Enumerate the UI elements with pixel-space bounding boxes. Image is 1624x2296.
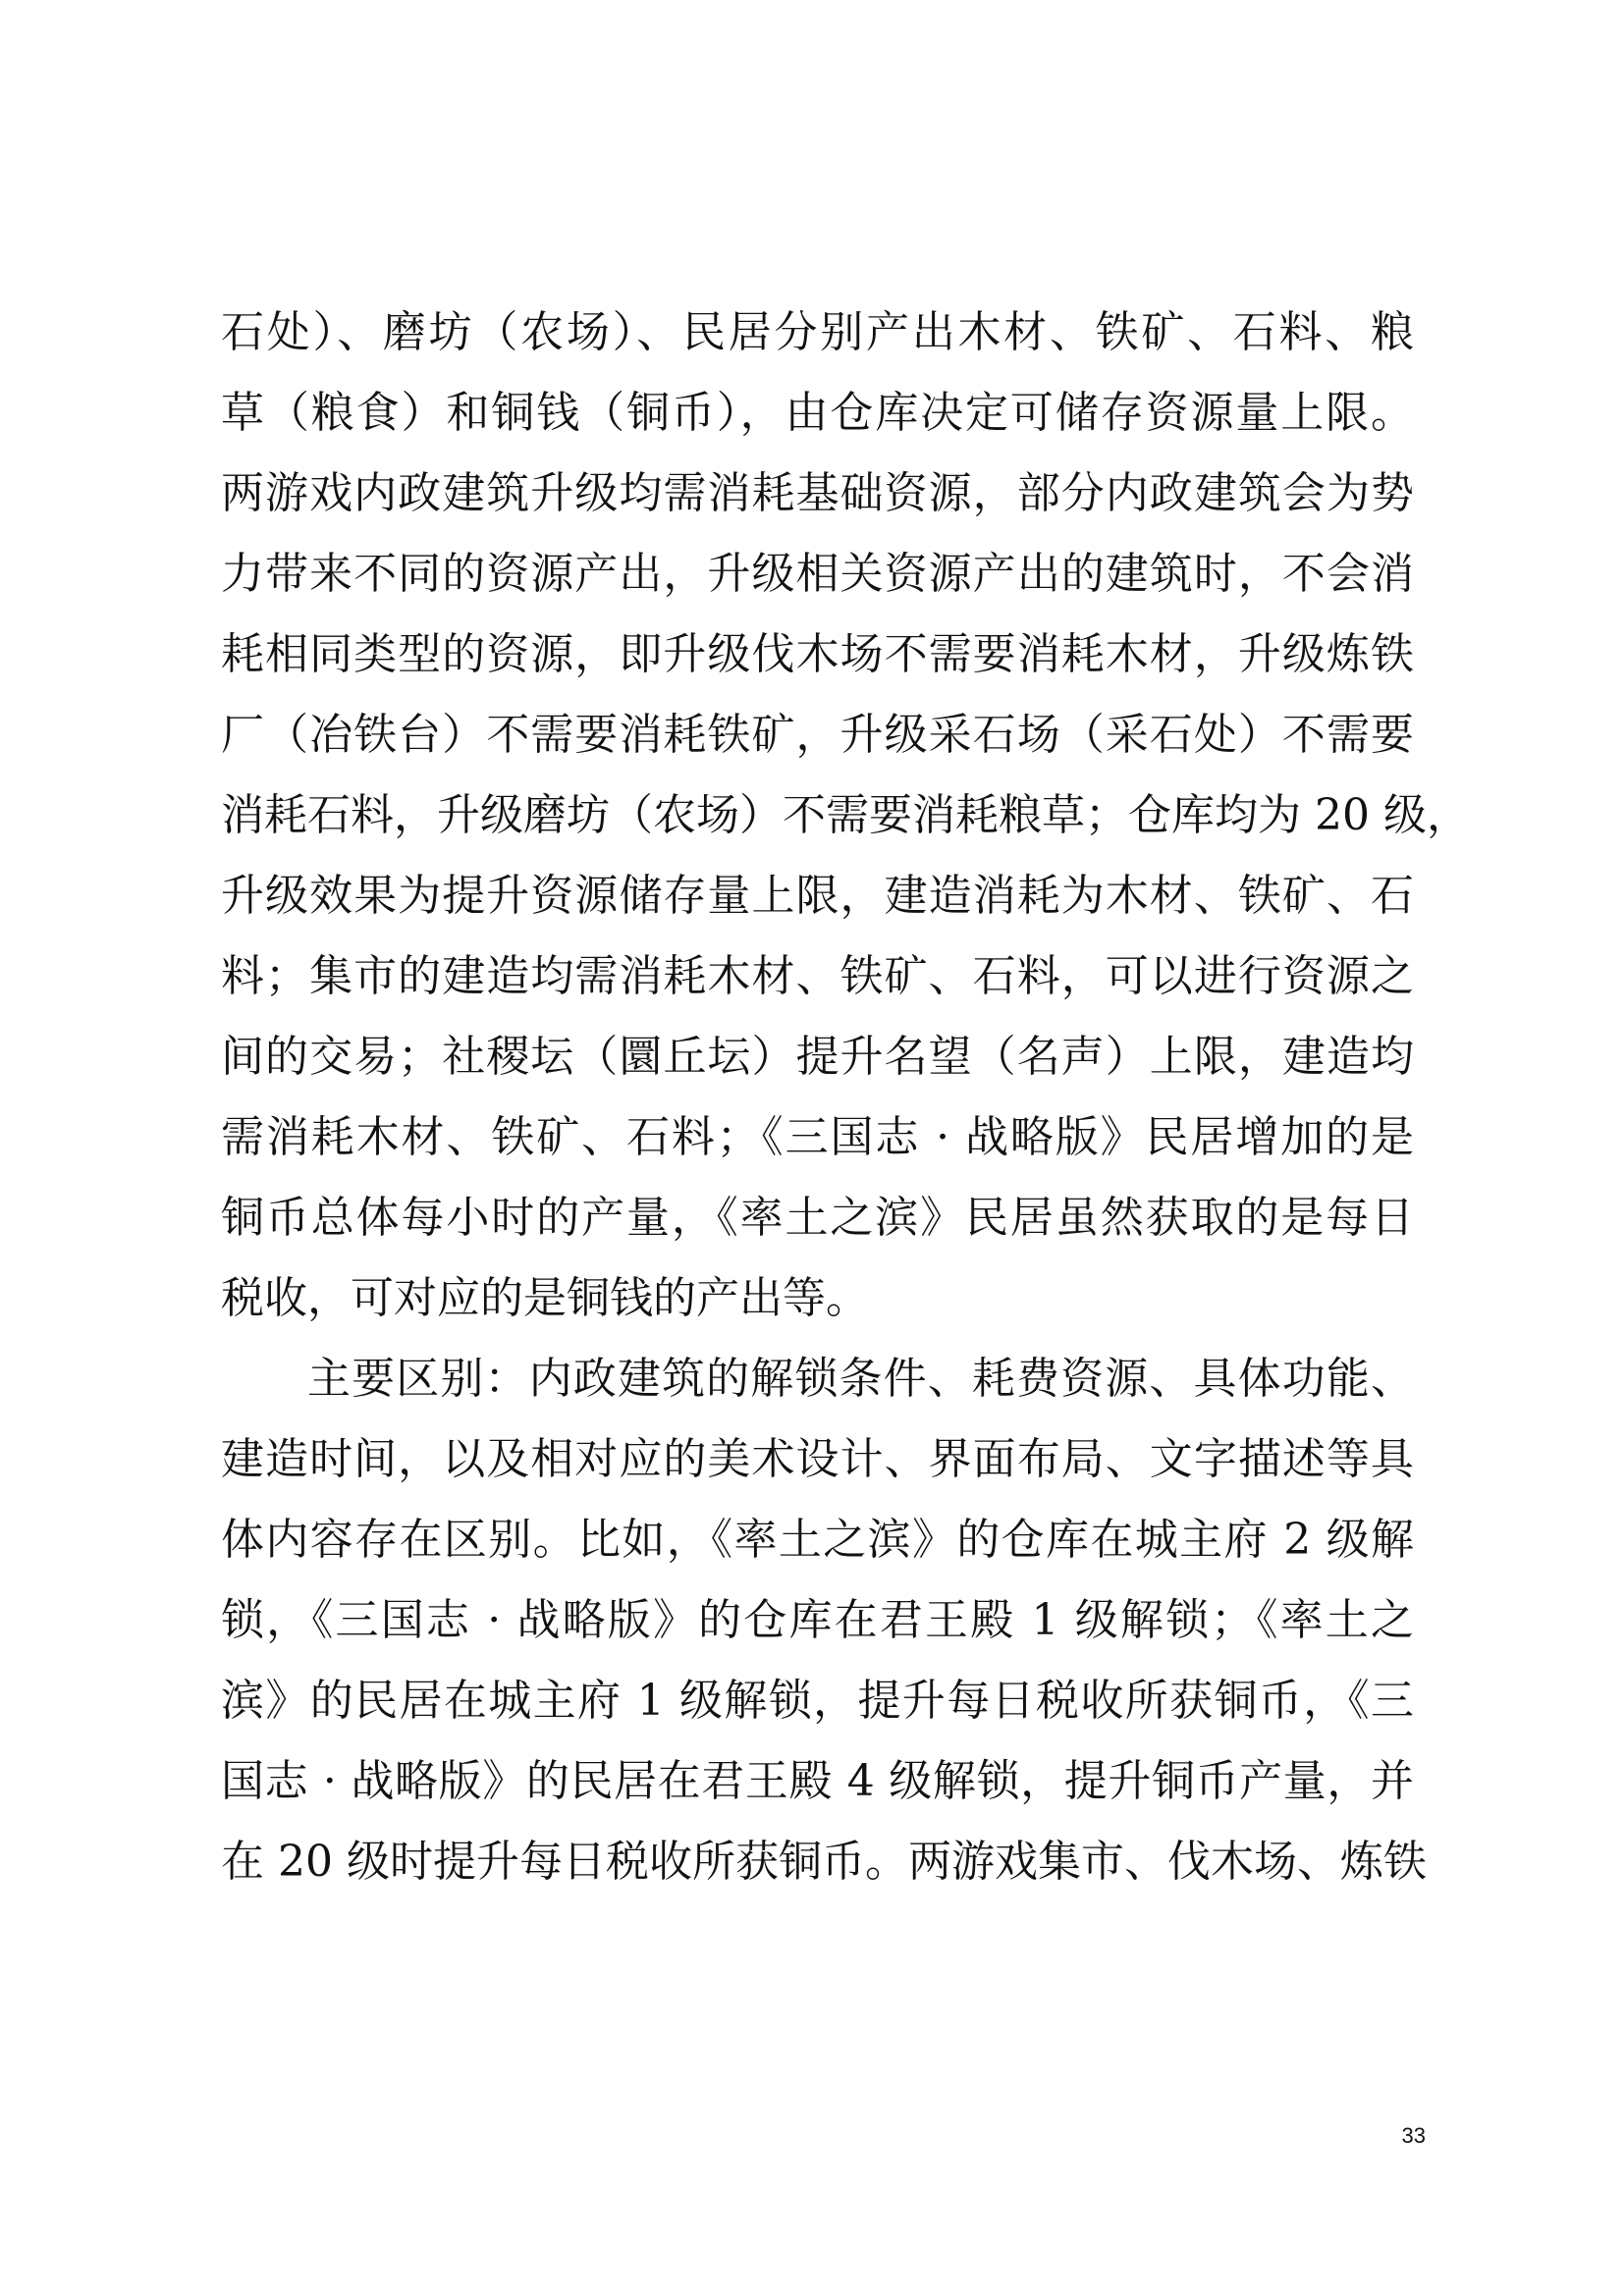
text-line: 铜币总体每小时的产量，《率土之滨》民居虽然获取的是每日 [221,1193,1414,1243]
text-line: 石处）、磨坊（农场）、民居分别产出木材、铁矿、石料、粮 [221,307,1414,357]
text-line: 升级效果为提升资源储存量上限，建造消耗为木材、铁矿、石 [221,871,1414,921]
text-line: 锁，《三国志 · 战略版》的仓库在君王殿 1 级解锁；《率土之 [221,1595,1414,1645]
text-line: 在 20 级时提升每日税收所获铜币。两游戏集市、伐木场、炼铁 [221,1837,1427,1887]
paragraph-end-line: 税收，可对应的是铜钱的产出等。 [221,1273,869,1323]
text-line: 料；集市的建造均需消耗木材、铁矿、石料，可以进行资源之 [221,951,1414,1001]
text-line: 消耗石料，升级磨坊（农场）不需要消耗粮草；仓库均为 20 级， [221,790,1470,840]
text-line: 力带来不同的资源产出，升级相关资源产出的建筑时，不会消 [221,549,1414,599]
text-line: 两游戏内政建筑升级均需消耗基础资源，部分内政建筑会为势 [221,468,1414,518]
text-line: 耗相同类型的资源，即升级伐木场不需要消耗木材，升级炼铁 [221,629,1414,679]
text-line: 国志 · 战略版》的民居在君王殿 4 级解锁，提升铜币产量，并 [221,1756,1414,1806]
text-line: 滨》的民居在城主府 1 级解锁，提升每日税收所获铜币，《三 [221,1676,1414,1726]
body-text [221,293,1470,1902]
paragraph-start-line: 主要区别：内政建筑的解锁条件、耗费资源、具体功能、 [307,1354,1414,1404]
text-line: 体内容存在区别。比如，《率土之滨》的仓库在城主府 2 级解 [221,1515,1414,1565]
text-line: 需消耗木材、铁矿、石料；《三国志 · 战略版》民居增加的是 [221,1112,1414,1162]
page-number: 33 [1401,2123,1426,2148]
text-line: 间的交易；社稷坛（圜丘坛）提升名望（名声）上限，建造均 [221,1032,1414,1082]
text-line: 建造时间，以及相对应的美术设计、界面布局、文字描述等具 [221,1434,1414,1484]
text-line: 草（粮食）和铜钱（铜币），由仓库决定可储存资源量上限。 [221,388,1414,438]
text-line: 厂（冶铁台）不需要消耗铁矿，升级采石场（采石处）不需要 [221,710,1414,760]
